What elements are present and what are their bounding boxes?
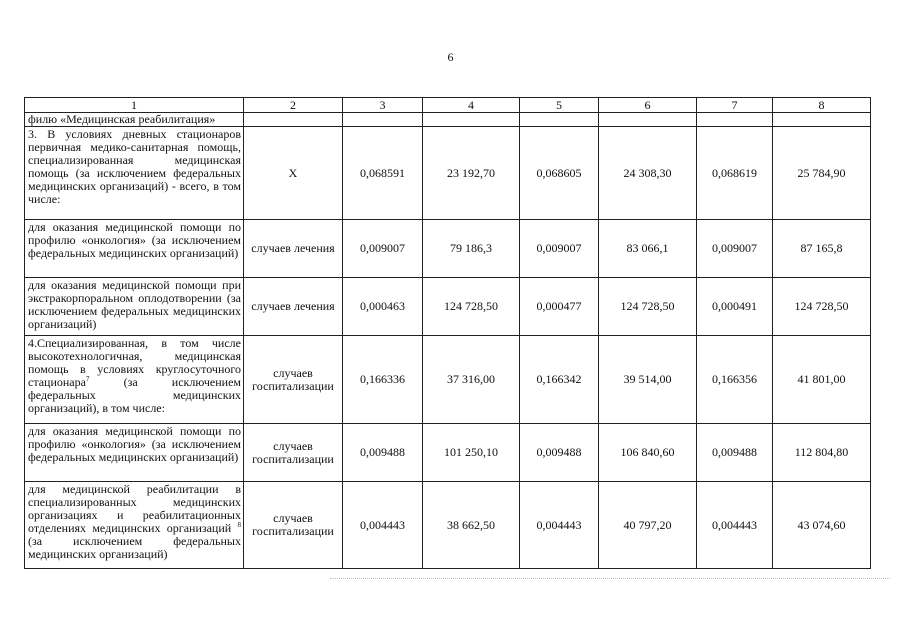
row-value-6: 124 728,50 <box>599 278 697 336</box>
row-value-4: 23 192,70 <box>423 127 520 220</box>
row-description: 3. В условиях дневных стационаров первичная медико-санитарная помощь, специализированная медицинская помощь (за исключением федеральных медицинских организаций) - всего, в том числе: <box>25 127 244 220</box>
row-value-3: 0,009488 <box>343 424 423 482</box>
row-value-5: 0,009007 <box>520 220 599 278</box>
row-value-5: 0,068605 <box>520 127 599 220</box>
row-value-4: 79 186,3 <box>423 220 520 278</box>
row-value-3: 0,009007 <box>343 220 423 278</box>
table-row <box>25 482 871 569</box>
column-header-6: 6 <box>599 98 697 113</box>
footnote-marker: 7 <box>85 375 90 383</box>
row-value-5: 0,166342 <box>520 336 599 424</box>
column-number-row <box>25 98 871 113</box>
row-value-4: 124 728,50 <box>423 278 520 336</box>
row-value-3: 0,166336 <box>343 336 423 424</box>
row-unit: случаев госпитализации <box>244 482 343 569</box>
continuation-row <box>25 113 871 127</box>
row-value-6: 83 066,1 <box>599 220 697 278</box>
column-header-5: 5 <box>520 98 599 113</box>
row-unit: случаев лечения <box>244 278 343 336</box>
row-value-8: 41 801,00 <box>773 336 871 424</box>
scan-artifact-line <box>330 578 890 579</box>
table-row <box>25 278 871 336</box>
row-description-main: для медицинской реабилитации в специализированных медицинских организациях и реабилитационных отделениях медицинских организаций <box>28 482 241 535</box>
table-row <box>25 336 871 424</box>
column-header-3: 3 <box>343 98 423 113</box>
row-value-8: 25 784,90 <box>773 127 871 220</box>
row-value-7: 0,009488 <box>697 424 773 482</box>
row-value-7: 0,068619 <box>697 127 773 220</box>
row-description <box>25 336 244 424</box>
column-header-8: 8 <box>773 98 871 113</box>
row-description-rest: (за исключением федеральных медицинских организаций), в том числе: <box>28 375 241 415</box>
row-value-5: 0,009488 <box>520 424 599 482</box>
row-unit: случаев госпитализации <box>244 336 343 424</box>
row-unit: случаев госпитализации <box>244 424 343 482</box>
row-description: для оказания медицинской помощи по профилю «онкология» (за исключением федеральных медицинских организаций) <box>25 220 244 278</box>
standards-table <box>24 97 871 569</box>
row-value-6: 39 514,00 <box>599 336 697 424</box>
row-value-8: 87 165,8 <box>773 220 871 278</box>
page-number: 6 <box>447 50 454 64</box>
row-value-4: 37 316,00 <box>423 336 520 424</box>
row-value-3: 0,068591 <box>343 127 423 220</box>
row-value-6: 24 308,30 <box>599 127 697 220</box>
column-header-7: 7 <box>697 98 773 113</box>
row-value-3: 0,004443 <box>343 482 423 569</box>
row-value-8: 124 728,50 <box>773 278 871 336</box>
table-row <box>25 424 871 482</box>
row-description-main: 4.Специализированная, в том числе высокотехнологичная, медицинская помощь в условиях круглосуточного стационара <box>28 336 241 389</box>
row-value-8: 112 804,80 <box>773 424 871 482</box>
row-unit: X <box>244 127 343 220</box>
row-value-3: 0,000463 <box>343 278 423 336</box>
table-row <box>25 127 871 220</box>
row-description: для оказания медицинской помощи по профилю «онкология» (за исключением федеральных медицинских организаций) <box>25 424 244 482</box>
column-header-4: 4 <box>423 98 520 113</box>
column-header-2: 2 <box>244 98 343 113</box>
row-value-5: 0,004443 <box>520 482 599 569</box>
row-description: для оказания медицинской помощи при экстракорпоральном оплодотворении (за исключением федеральных медицинских организаций) <box>25 278 244 336</box>
continuation-text: филю «Медицинская реабилитация» <box>25 113 244 127</box>
row-value-6: 40 797,20 <box>599 482 697 569</box>
row-value-8: 43 074,60 <box>773 482 871 569</box>
row-value-7: 0,166356 <box>697 336 773 424</box>
row-value-7: 0,004443 <box>697 482 773 569</box>
row-value-5: 0,000477 <box>520 278 599 336</box>
row-value-6: 106 840,60 <box>599 424 697 482</box>
row-value-7: 0,000491 <box>697 278 773 336</box>
column-header-1: 1 <box>25 98 244 113</box>
row-value-4: 101 250,10 <box>423 424 520 482</box>
row-description <box>25 482 244 569</box>
footnote-marker: 8 <box>237 521 241 529</box>
row-unit: случаев лечения <box>244 220 343 278</box>
row-description-rest: (за исключением федеральных медицинских организаций) <box>28 534 241 561</box>
row-value-7: 0,009007 <box>697 220 773 278</box>
table-row <box>25 220 871 278</box>
row-value-4: 38 662,50 <box>423 482 520 569</box>
